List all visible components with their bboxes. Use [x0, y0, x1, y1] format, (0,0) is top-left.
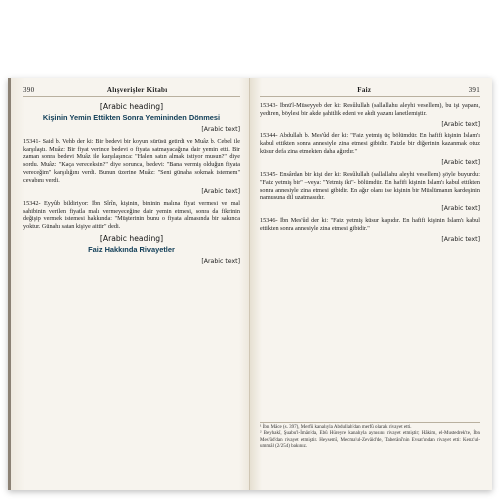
paragraph-15345: 15345- Ensârdan bir kişi der ki: Resûlullah (sallallahu aleyhi vesellem) şöyle buyurdu: "Faiz yetmiş bir" –veya: "Yetmiş iki"- bölümdür. En hafifi kişinin İslam'ı kabul ettikten sonra annesiyle zina etmesi gibidir. En ağır olanı ise kişinin bir Müslümanın kardeşinin namusuna dil uzatmasıdır.: [260, 170, 480, 202]
paragraph-15344: 15344- Abdullah b. Mes'ûd der ki: "Faiz yetmiş üç bölümdür. En hafifi kişinin İslam'ı kabul ettikten sonra annesiyle zina etmesi gibidir. Faizle bir diğerinin kazanmak otuz küsur defa zina etmekten daha ağırdır.": [260, 132, 480, 156]
footnote-2: ² Beyhakî, Şuabu'l-İmân'da, Ebû Hüreyre kanalıyla aynısını rivayet etmiştir; Hâkim, el-Mustedrek'te, İbn Mes'ûd'dan rivayet etmiştir. Heysemî, Mecma'ul-Zevâid'de, Taberânî'nin Evsat'ından rivayet etti: Kenz'ul-ummâl (2/254) bakınız.: [260, 431, 480, 449]
footnotes: [260, 422, 480, 450]
left-page-number: 390: [23, 86, 35, 94]
paragraph-15346: 15346- İbn Mes'ûd der ki: "Faiz yetmiş küsur kapıdır. En hafifi kişinin İslam'ı kabul ettikten sonra annesiyle zina etmesi gibidir.": [260, 216, 480, 232]
faiz-heading-arabic: [Arabic heading]: [99, 234, 164, 244]
paragraph-15343: 15343- İbnü'l-Müseyyeb der ki: Resûlullah (sallallahu aleyhi vesellem), bu işi yapanı, yediren, böylesi bir akde şahitlik edeni ve akdi yazanı lanetlemiştir.: [260, 102, 480, 117]
arabic-text-block: [Arabic text]: [441, 159, 480, 167]
left-page: [8, 78, 250, 490]
left-section-heading: Kişinin Yemin Ettikten Sonra Yemininden Dönmesi: [42, 113, 221, 122]
faiz-heading: Faiz Hakkında Rivayetler: [88, 245, 175, 255]
paragraph-15341: 15341- Said b. Vehb der ki: Bir bedevi bir koyun sürüsü getirdi ve Muâz b. Cebel ile karşılaştı. Muâz: Bir fiyat verince bedevi o fiyata satmayacağına dair yemin etti. Bir zaman sonra bedevi Muâz ile karşılaşınca: "Halen satın almak istiyor musun?" diye sordu. Muâz: "Kaça vereceksin?" diye sorunca, bedevi: "Bana vermiş olduğun fiyata vereceğim" karşılığını verdi. Bunun üzerine Muâz: "Seni günaha sokmak istemem" cevabını verdi.: [23, 137, 240, 185]
arabic-text-block: [Arabic text]: [201, 258, 240, 266]
right-page: [250, 78, 492, 490]
left-running-title: Alışverişler Kitabı: [106, 86, 168, 94]
paragraph-15342: 15342- Eyyûb bildiriyor: İbn Sîrîn, kişinin, bininin malına fiyat vermesi ve mal sahibinin verilen fiyatla malı vermeyeceğine dair yemin etmesi, sonra da fikrinin değişip vermek istemesi hakkında: "Müşterinin bunu o fiyata almasında bir sakınca yoktur. Günahı satan kişiye aittir" dedi.: [23, 199, 240, 231]
right-page-number: 391: [468, 86, 480, 94]
arabic-text-block: [Arabic text]: [441, 120, 480, 128]
arabic-text-block: [Arabic text]: [201, 126, 240, 133]
right-running-head: [260, 86, 480, 97]
left-running-head: [23, 86, 240, 97]
arabic-text-block: [Arabic text]: [441, 205, 480, 213]
right-running-title: Faiz: [357, 86, 372, 94]
footnote-1: ¹ İbn Mâce (s. 397), Merfû kanalıyla Abdullah'dan merfû olarak rivayet etti.: [260, 425, 412, 431]
left-section-heading-arabic: [Arabic heading]: [99, 102, 164, 111]
arabic-text-block: [Arabic text]: [201, 188, 240, 196]
open-book: [8, 78, 492, 490]
arabic-text-block: [Arabic text]: [441, 235, 480, 243]
